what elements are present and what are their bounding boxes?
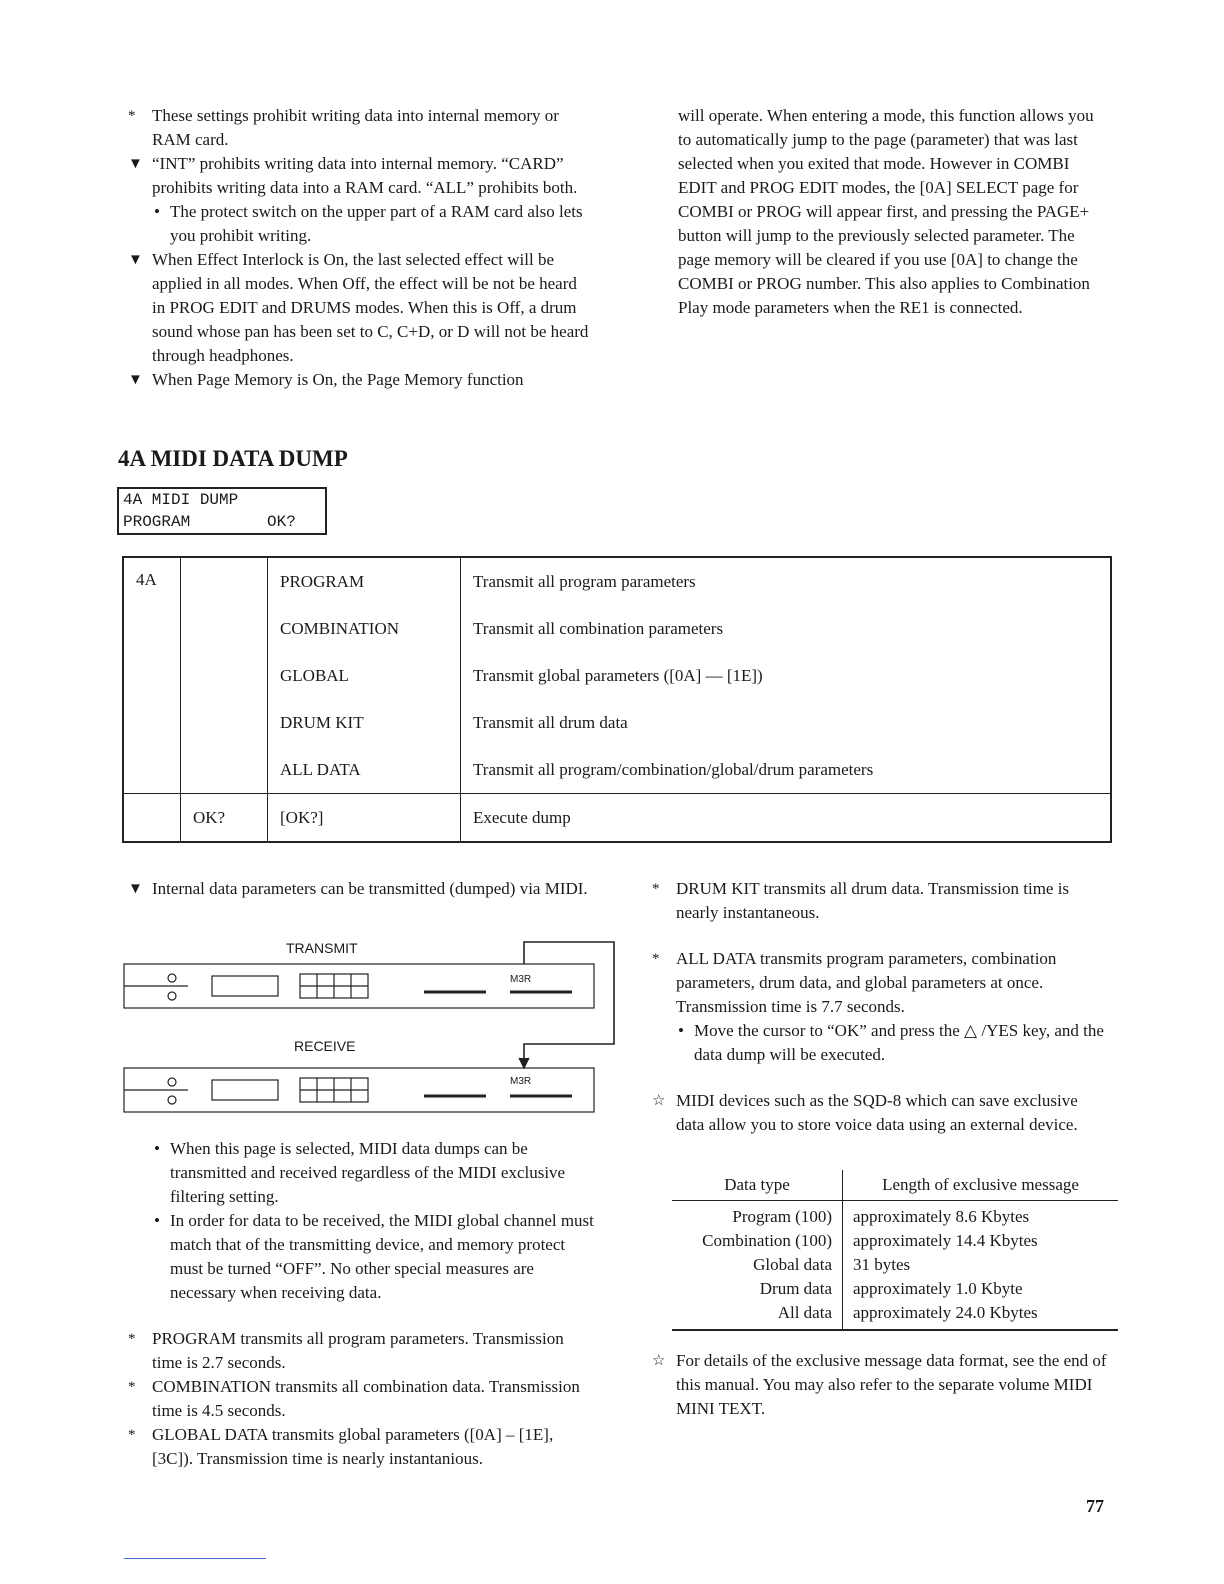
note-page-memory: ▼ When Page Memory is On, the Page Memory function <box>128 370 524 389</box>
bottom-right-column <box>648 877 1110 1137</box>
header-data-type: Data type <box>672 1170 843 1201</box>
parameter-table <box>122 556 1112 843</box>
note-protect: * These settings prohibit writing data into internal memory or RAM card. <box>128 106 559 149</box>
lcd-display <box>117 487 327 535</box>
device-badge-1: M3R <box>510 974 532 985</box>
table-row: All data approximately 24.0 Kbytes <box>672 1301 1118 1330</box>
param-desc: Transmit all drum data <box>461 699 1112 746</box>
table-header-row <box>672 1170 1118 1201</box>
param-desc: Transmit all combination parameters <box>461 605 1112 652</box>
table-row: Combination (100) approximately 14.4 Kbytes <box>672 1229 1118 1253</box>
page-cell: 4A <box>123 557 181 794</box>
param-desc: Execute dump <box>461 794 1112 843</box>
note-sqd8: ☆ MIDI devices such as the SQD-8 which can save exclusive data allow you to store voice data using an external device. <box>652 1091 1078 1134</box>
param-desc: Transmit global parameters ([0A] — [1E]) <box>461 652 1112 699</box>
param-name: DRUM KIT <box>268 699 461 746</box>
bullet-filter: • When this page is selected, MIDI data dumps can be transmitted and received regardless of the MIDI exclusive filtering setting. <box>154 1139 566 1206</box>
table-row: Drum data approximately 1.0 Kbyte <box>672 1277 1118 1301</box>
note-int-card: ▼ “INT” prohibits writing data into internal memory. “CARD” prohibits writing data into a RAM card. “ALL” prohibits both. <box>128 154 578 197</box>
page-number: 77 <box>1086 1496 1104 1516</box>
param-desc: Transmit all program parameters <box>461 557 1112 605</box>
header-length: Length of exclusive message <box>843 1170 1119 1201</box>
note-global: * GLOBAL DATA transmits global parameters ([0A] – [1E], [3C]). Transmission time is nearly instantanious. <box>128 1425 554 1468</box>
table-row <box>123 605 1111 652</box>
param-name: COMBINATION <box>268 605 461 652</box>
empty-cell <box>123 794 181 843</box>
exclusive-size-table <box>672 1170 1118 1331</box>
section-heading: 4A MIDI DATA DUMP <box>118 446 348 471</box>
table-row <box>123 746 1111 794</box>
table-row <box>123 652 1111 699</box>
dump-intro: ▼ Internal data parameters can be transmitted (dumped) via MIDI. <box>128 879 588 898</box>
table-row <box>123 557 1111 605</box>
note-drum-kit: * DRUM KIT transmits all drum data. Transmission time is nearly instantaneous. <box>652 879 1070 922</box>
param-name: ALL DATA <box>268 746 461 794</box>
table-row <box>123 699 1111 746</box>
top-right-column <box>678 104 1108 320</box>
param-name: GLOBAL <box>268 652 461 699</box>
table-row: Program (100) approximately 8.6 Kbytes <box>672 1201 1118 1230</box>
footer-rule <box>124 1558 266 1559</box>
top-left-column <box>124 104 590 392</box>
transmit-receive-diagram <box>118 930 628 1120</box>
lcd-line-1: 4A MIDI DUMP <box>123 491 239 509</box>
receive-label: RECEIVE <box>294 1038 356 1054</box>
bottom-left-column <box>124 1137 594 1471</box>
param-name: [OK?] <box>268 794 461 843</box>
diagram-drawing <box>118 930 628 1120</box>
table-row: Global data 31 bytes <box>672 1253 1118 1277</box>
format-note <box>648 1349 1110 1421</box>
note-format: ☆ For details of the exclusive message data format, see the end of this manual. You may also refer to the separate volume MIDI MINI TEXT. <box>652 1351 1107 1418</box>
note-effect-interlock: ▼ When Effect Interlock is On, the last selected effect will be applied in all modes. When Off, the effect will be not be heard in PROG EDIT and DRUMS modes. When this is Off, a drum sound whose pan has been set to C, C+D, or D will not be heard through headphones. <box>128 250 589 365</box>
empty-cell <box>181 557 268 794</box>
note-program: * PROGRAM transmits all program parameters. Transmission time is 2.7 seconds. <box>128 1329 564 1372</box>
ok-cell: OK? <box>181 794 268 843</box>
param-desc: Transmit all program/combination/global/drum parameters <box>461 746 1112 794</box>
note-ram-switch: • The protect switch on the upper part of a RAM card also lets you prohibit writing. <box>154 202 583 245</box>
bottom-left-intro <box>124 877 594 901</box>
transmit-label: TRANSMIT <box>286 940 358 956</box>
note-combination: * COMBINATION transmits all combination data. Transmission time is 4.5 seconds. <box>128 1377 580 1420</box>
table-row <box>123 794 1111 843</box>
page-memory-continued: will operate. When entering a mode, this function allows you to automatically jump to the page (parameter) that was last selected when you exited that mode. However in COMBI EDIT and PROG EDIT modes, the [0A] SELECT page for COMBI or PROG will appear first, and pressing the PAGE+ button will jump to the previously selected parameter. The page memory will be cleared if you use [0A] to change the COMBI or PROG number. This also applies to Combination Play mode parameters when the RE1 is connected. <box>678 106 1094 317</box>
bullet-ok-yes: • Move the cursor to “OK” and press the △ /YES key, and the data dump will be executed. <box>678 1021 1104 1064</box>
lcd-line-2: PROGRAM OK? <box>123 513 296 531</box>
bullet-channel: • In order for data to be received, the MIDI global channel must match that of the transmitting device, and memory protect must be turned “OFF”. No other special measures are necessary when receiving data. <box>154 1211 594 1302</box>
note-all-data: * ALL DATA transmits program parameters, combination parameters, drum data, and global parameters at once. Transmission time is 7.7 seconds. <box>652 949 1057 1016</box>
device-badge-2: M3R <box>510 1076 532 1087</box>
param-name: PROGRAM <box>268 557 461 605</box>
